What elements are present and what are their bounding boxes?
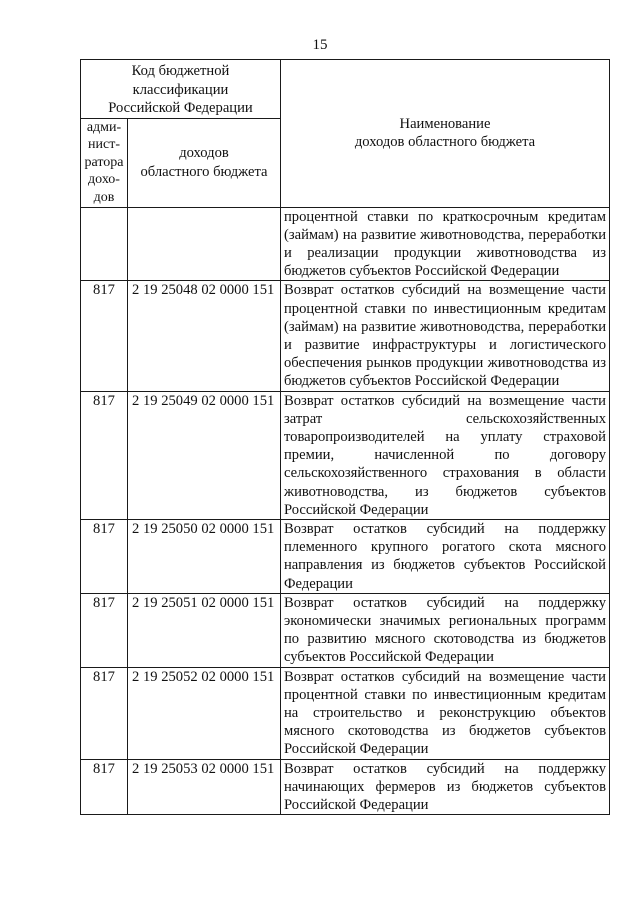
income-name-cell: Возврат остатков субсидий на поддержку экономически значимых региональных программ по развитию мясного скотоводства из бюджетов субъектов Российской Федерации (281, 593, 610, 667)
header-admin-line: ратора (84, 154, 124, 170)
table-row (81, 281, 610, 391)
header-row-top (81, 60, 610, 119)
income-name-cell: Возврат остатков субсидий на возмещение части процентной ставки по инвестиционным кредитам на строительство и реконструкцию объектов мясного скотоводства из бюджетов субъектов Российской Федерации (281, 667, 610, 759)
admin-code-cell: 817 (81, 391, 128, 519)
admin-code-cell: 817 (81, 759, 128, 815)
header-name-line: Наименование (399, 115, 491, 132)
table-row (81, 667, 610, 759)
table-row (81, 519, 610, 593)
header-code-group-line: классификации (132, 81, 229, 98)
admin-code-cell: 817 (81, 667, 128, 759)
header-income (128, 118, 281, 207)
header-admin (81, 118, 128, 207)
income-code-cell: 2 19 25050 02 0000 151 (128, 519, 281, 593)
header-income-line: областного бюджета (140, 163, 268, 180)
income-name-cell: Возврат остатков субсидий на возмещение части процентной ставки по инвестиционным кредитам (займам) на развитие животноводства, переработки и развитие инфраструктуры и логистического обеспечения рынков продукции животноводства из бюджетов субъектов Российской Федерации (281, 281, 610, 391)
income-code-cell: 2 19 25051 02 0000 151 (128, 593, 281, 667)
income-name-cell: Возврат остатков субсидий на поддержку начинающих фермеров из бюджетов субъектов Российской Федерации (281, 759, 610, 815)
income-name-cell: Возврат остатков субсидий на возмещение части затрат сельскохозяйственных товаропроизводителей на уплату страховой премии, начисленной по договору сельскохозяйственного страхования в области животноводства, из бюджетов субъектов Российской Федерации (281, 391, 610, 519)
table-row (81, 391, 610, 519)
header-income-line: доходов (179, 145, 229, 161)
header-admin-line: нист- (88, 137, 120, 152)
page-number: 15 (312, 37, 328, 53)
header-name-line: доходов областного бюджета (354, 134, 536, 151)
admin-code-cell: 817 (81, 593, 128, 667)
header-code-group-line: Код бюджетной (131, 63, 230, 79)
income-code-cell: 2 19 25053 02 0000 151 (128, 759, 281, 815)
header-code-group-line: Российской Федерации (108, 100, 253, 116)
admin-code-cell: 817 (81, 281, 128, 391)
header-admin-line: адми- (86, 119, 122, 135)
admin-code-cell: 817 (81, 519, 128, 593)
income-code-cell: 2 19 25052 02 0000 151 (128, 667, 281, 759)
income-code-cell (128, 207, 281, 281)
header-name (281, 60, 610, 208)
budget-classification-table (80, 59, 610, 815)
table-row (81, 207, 610, 281)
income-name-cell: процентной ставки по краткосрочным кредитам (займам) на развитие животноводства, переработки и реализации продукции животноводства из бюджетов субъектов Российской Федерации (281, 207, 610, 281)
table-row (81, 593, 610, 667)
income-code-cell: 2 19 25048 02 0000 151 (128, 281, 281, 391)
admin-code-cell (81, 207, 128, 281)
header-admin-line: дов (93, 189, 115, 205)
header-code-group (81, 60, 281, 119)
table-row (81, 759, 610, 815)
income-name-cell: Возврат остатков субсидий на поддержку племенного крупного рогатого скота мясного направления из бюджетов субъектов Российской Федерации (281, 519, 610, 593)
income-code-cell: 2 19 25049 02 0000 151 (128, 391, 281, 519)
header-admin-line: дохо- (88, 172, 120, 187)
